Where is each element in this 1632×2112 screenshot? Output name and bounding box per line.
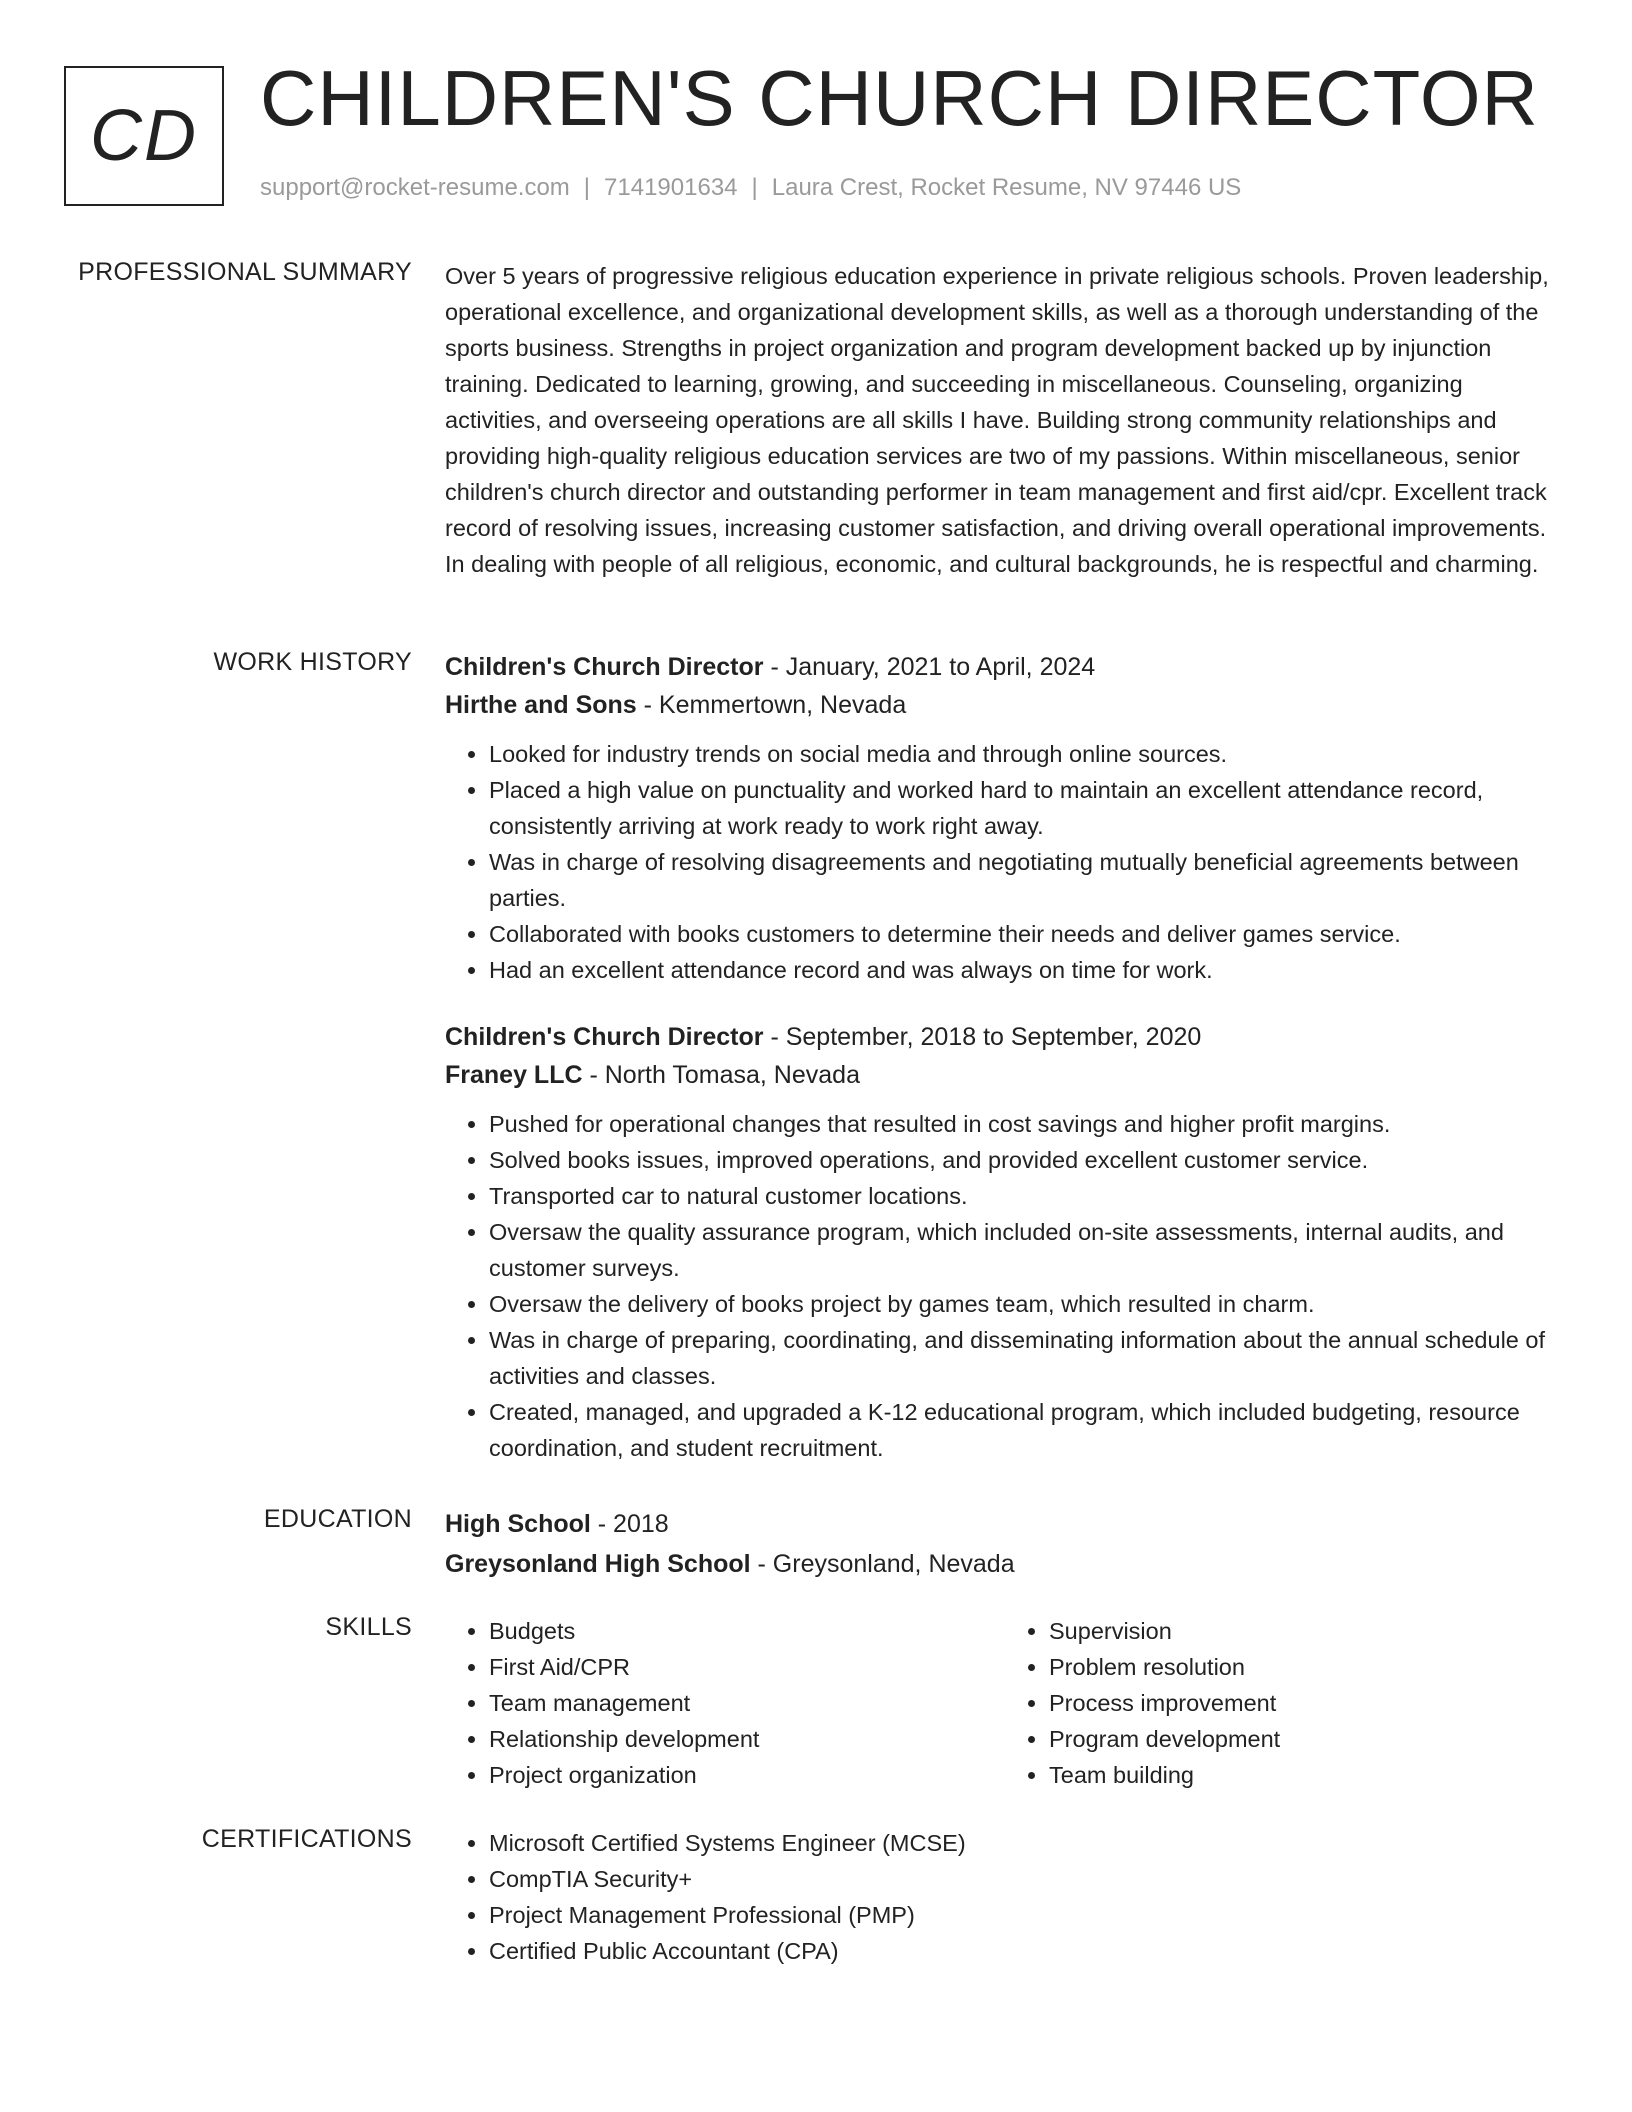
job-company: Hirthe and Sons [445, 691, 637, 719]
contact-phone: 7141901634 [604, 174, 738, 201]
skills-list-right [1005, 1613, 1565, 1793]
education-heading: EDUCATION [263, 1505, 412, 1533]
job-company: Franey LLC [445, 1061, 583, 1089]
skill-item: • Team building [1049, 1757, 1565, 1793]
contact-line [260, 174, 1241, 202]
skill-item: • Supervision [1049, 1613, 1565, 1649]
certification-item: • CompTIA Security+ [489, 1861, 1565, 1897]
list-item: • Oversaw the delivery of books project by games team, which resulted in charm. [489, 1286, 1565, 1322]
certifications-heading: CERTIFICATIONS [201, 1825, 412, 1853]
education-degree: High School [445, 1510, 591, 1538]
skill-item: • Problem resolution [1049, 1649, 1565, 1685]
skills-list-left [445, 1613, 1005, 1793]
work-heading: WORK HISTORY [213, 648, 412, 676]
list-item: • Looked for industry trends on social media and through online sources. [489, 736, 1565, 772]
contact-separator: | [751, 174, 758, 201]
skill-item: • Team management [489, 1685, 1005, 1721]
job-dates: - September, 2018 to September, 2020 [763, 1023, 1202, 1051]
job-bullets [445, 1106, 1565, 1466]
page-title: CHILDREN'S CHURCH DIRECTOR [260, 54, 1539, 142]
contact-address: Laura Crest, Rocket Resume, NV 97446 US [771, 174, 1242, 201]
job-company-line [445, 1056, 1565, 1094]
contact-email: support@rocket-resume.com [260, 174, 570, 201]
certification-item: • Microsoft Certified Systems Engineer (MCSE) [489, 1825, 1565, 1861]
list-item: • Had an excellent attendance record and was always on time for work. [489, 952, 1565, 988]
skill-item: • Budgets [489, 1613, 1005, 1649]
skills-heading: SKILLS [325, 1613, 412, 1641]
list-item: • Placed a high value on punctuality and worked hard to maintain an excellent attendance record, consistently arriving at work ready to work right away. [489, 772, 1565, 844]
job-location: - Kemmertown, Nevada [636, 691, 907, 719]
job-title-line [445, 1018, 1565, 1056]
skill-item: • First Aid/CPR [489, 1649, 1005, 1685]
job-entry [445, 648, 1565, 988]
job-bullets [445, 736, 1565, 988]
skill-item: • Relationship development [489, 1721, 1005, 1757]
list-item: • Collaborated with books customers to determine their needs and deliver games service. [489, 916, 1565, 952]
skill-item: • Project organization [489, 1757, 1005, 1793]
job-location: - North Tomasa, Nevada [582, 1061, 860, 1089]
summary-heading: PROFESSIONAL SUMMARY [78, 258, 412, 286]
skills-grid [445, 1613, 1565, 1793]
education-school: Greysonland High School [445, 1550, 751, 1578]
certification-item: • Certified Public Accountant (CPA) [489, 1933, 1565, 1969]
certification-item: • Project Management Professional (PMP) [489, 1897, 1565, 1933]
job-dates: - January, 2021 to April, 2024 [763, 653, 1096, 681]
list-item: • Was in charge of resolving disagreements and negotiating mutually beneficial agreements between parties. [489, 844, 1565, 916]
certifications-list [445, 1825, 1565, 1969]
list-item: • Pushed for operational changes that resulted in cost savings and higher profit margins. [489, 1106, 1565, 1142]
job-role: Children's Church Director [445, 1023, 764, 1051]
job-role: Children's Church Director [445, 653, 764, 681]
list-item: • Created, managed, and upgraded a K-12 educational program, which included budgeting, resource coordination, and student recruitment. [489, 1394, 1565, 1466]
list-item: • Oversaw the quality assurance program, which included on-site assessments, internal audits, and customer surveys. [489, 1214, 1565, 1286]
education-school-line [445, 1545, 1565, 1583]
list-item: • Transported car to natural customer locations. [489, 1178, 1565, 1214]
job-company-line [445, 686, 1565, 724]
skill-item: • Process improvement [1049, 1685, 1565, 1721]
list-item: • Was in charge of preparing, coordinating, and disseminating information about the annual schedule of activities and classes. [489, 1322, 1565, 1394]
monogram-logo: CD [64, 66, 224, 206]
education-degree-line [445, 1505, 1565, 1543]
education-location: - Greysonland, Nevada [750, 1550, 1015, 1578]
education-year: - 2018 [590, 1510, 669, 1538]
skill-item: • Program development [1049, 1721, 1565, 1757]
list-item: • Solved books issues, improved operations, and provided excellent customer service. [489, 1142, 1565, 1178]
summary-text: Over 5 years of progressive religious education experience in private religious schools. Proven leadership, operational excellence, and organizational development skills, as well as a thorough understanding of the sports business. Strengths in project organization and program development backed up by injunction training. Dedicated to learning, growing, and succeeding in miscellaneous. Counseling, organizing activities, and overseeing operations are all skills I have. Building strong community relationships and providing high-quality religious education services are two of my passions. Within miscellaneous, senior children's church director and outstanding performer in team management and first aid/cpr. Excellent track record of resolving issues, increasing customer satisfaction, and driving overall operational improvements. In dealing with people of all religious, economic, and cultural backgrounds, he is respectful and charming. [445, 263, 1549, 577]
job-entry [445, 1018, 1565, 1466]
job-title-line [445, 648, 1565, 686]
contact-separator: | [583, 174, 591, 201]
